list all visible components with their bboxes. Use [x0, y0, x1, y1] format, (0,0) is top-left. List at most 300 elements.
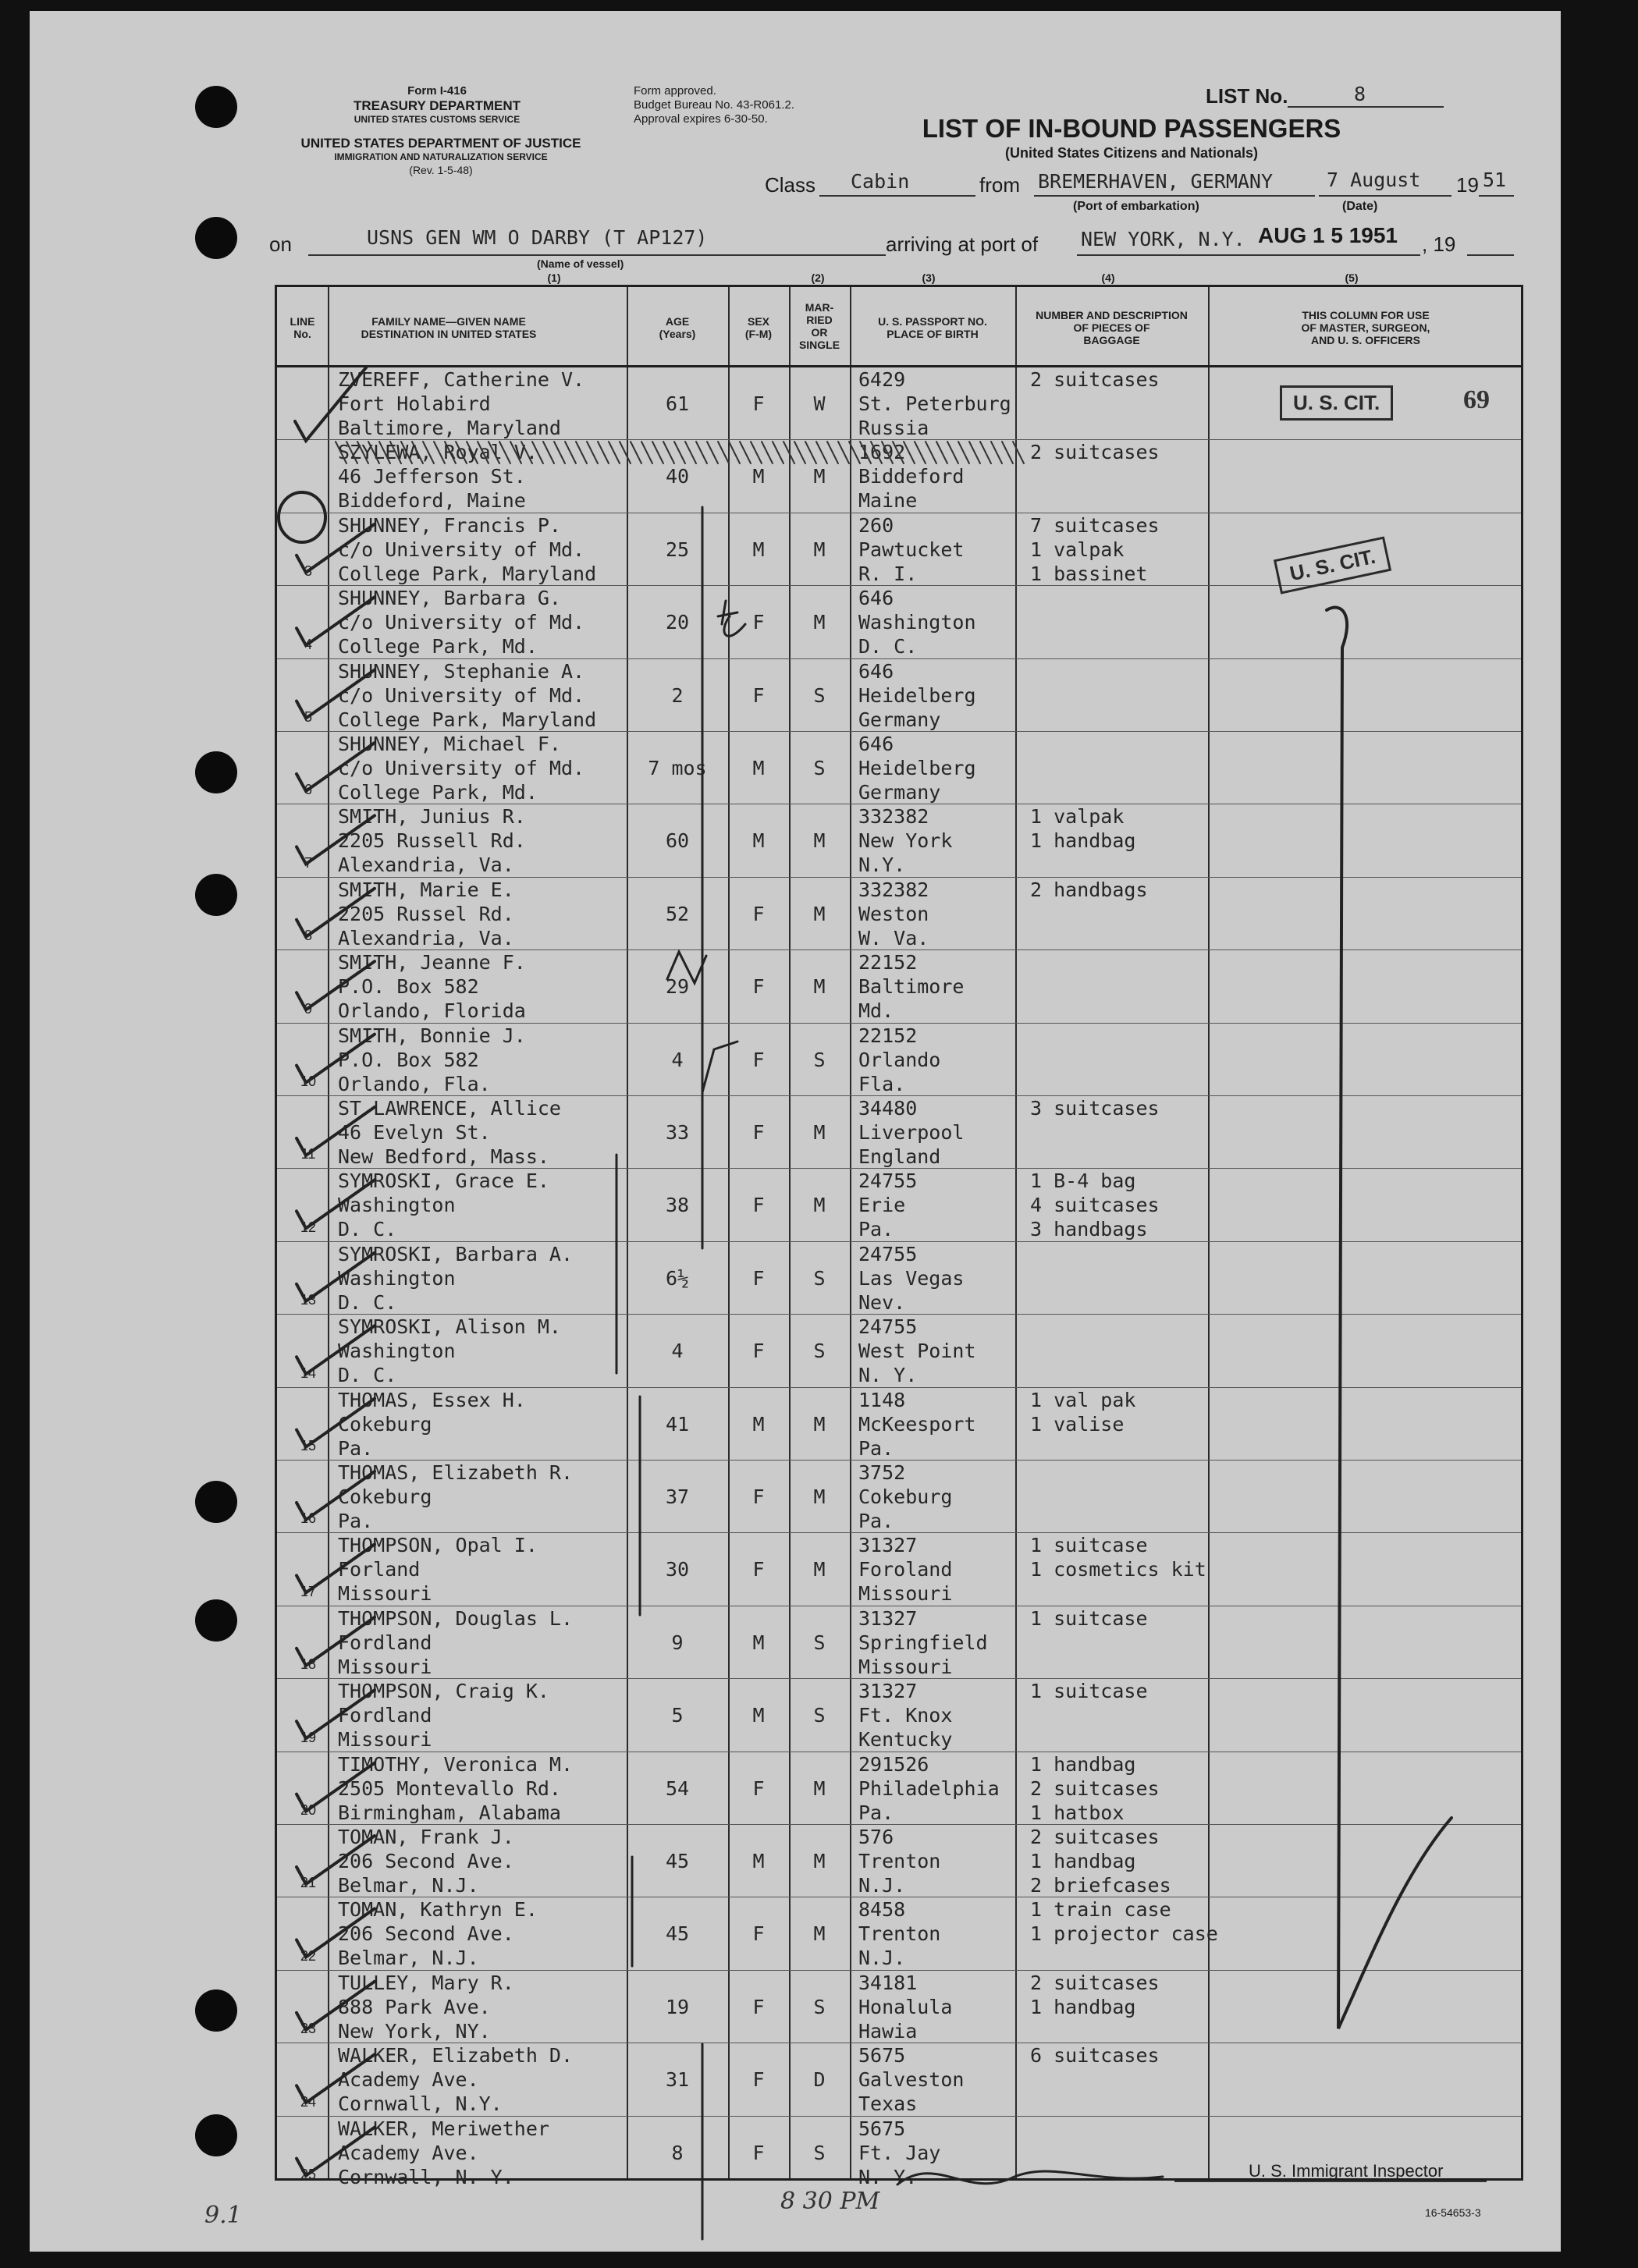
- cell-bag2: 1 valise: [1030, 1412, 1125, 1436]
- line-number: 17: [300, 1583, 317, 1599]
- cell-addr2: D. C.: [338, 1364, 397, 1387]
- cell-name: THOMPSON, Opal I.: [338, 1534, 538, 1557]
- cell-age: 37: [665, 1485, 690, 1508]
- line-number: 20: [300, 1801, 317, 1818]
- cell-pob1: Weston: [858, 902, 929, 925]
- cell-addr1: P.O. Box 582: [338, 1048, 479, 1071]
- cell-addr1: 46 Evelyn St.: [338, 1121, 491, 1144]
- cell-addr1: 2205 Russell Rd.: [338, 829, 526, 853]
- cell-name: SMITH, Bonnie J.: [338, 1024, 526, 1047]
- line-number: 6: [304, 782, 312, 798]
- cell-pp: 34480: [858, 1097, 918, 1120]
- cell-ms: M: [813, 1922, 826, 1946]
- cell-addr1: Cokeburg: [338, 1485, 432, 1508]
- customs-service: UNITED STATES CUSTOMS SERVICE: [354, 114, 521, 125]
- cell-pob1: West Point: [858, 1340, 976, 1363]
- cell-age: 5: [671, 1704, 684, 1727]
- cell-pp: 8458: [858, 1898, 906, 1922]
- cell-addr2: Missouri: [338, 1728, 432, 1752]
- list-no-value: 8: [1354, 83, 1366, 105]
- cell-addr2: Baltimore, Maryland: [338, 417, 561, 439]
- cell-bag1: 2 suitcases: [1030, 368, 1160, 391]
- cell-name: SHUNNEY, Michael F.: [338, 733, 561, 755]
- signature-time-note: 8 30 PM: [780, 2188, 880, 2215]
- table-row: [277, 1095, 1521, 1168]
- cell-sex: F: [752, 1922, 765, 1946]
- cell-ms: D: [813, 2068, 826, 2092]
- cell-ms: S: [813, 1048, 826, 1071]
- department-of-justice: UNITED STATES DEPARTMENT OF JUSTICE: [300, 136, 581, 151]
- table-row: [277, 1752, 1521, 1824]
- cell-name: THOMAS, Elizabeth R.: [338, 1461, 574, 1484]
- punch-hole: [195, 1989, 237, 2032]
- cell-pp: 34181: [858, 1971, 918, 1994]
- cell-pob2: Missouri: [858, 1582, 953, 1606]
- cell-sex: F: [752, 1266, 765, 1290]
- table-row: [277, 1241, 1521, 1314]
- punch-hole: [195, 1481, 237, 1523]
- table-row: [277, 1606, 1521, 1678]
- cell-sex: M: [752, 1704, 765, 1727]
- cell-addr2: Alexandria, Va.: [338, 854, 514, 877]
- line-number: 21: [300, 1875, 317, 1891]
- cell-pob1: Biddeford: [858, 465, 965, 488]
- cell-addr2: College Park, Maryland: [338, 562, 597, 585]
- cell-bag2: 2 suitcases: [1030, 1776, 1160, 1800]
- cell-name: SHUNNEY, Stephanie A.: [338, 659, 585, 683]
- class-value: Cabin: [851, 170, 910, 193]
- cell-addr2: College Park, Maryland: [338, 708, 597, 731]
- cell-pob2: Russia: [858, 417, 929, 439]
- cell-sex: M: [752, 829, 765, 853]
- approval-expires: Approval expires 6-30-50.: [634, 112, 768, 126]
- cell-addr1: Washington: [338, 1194, 456, 1217]
- cell-addr2: Cornwall, N. Y.: [338, 2165, 514, 2188]
- table-row: [277, 804, 1521, 876]
- cell-ms: M: [813, 1776, 826, 1800]
- col-num-4: (4): [1101, 272, 1115, 284]
- cell-name: SYMROSKI, Alison M.: [338, 1315, 561, 1339]
- cell-addr2: Pa.: [338, 1436, 374, 1460]
- cell-ms: M: [813, 538, 826, 561]
- cell-name: SMITH, Junius R.: [338, 805, 526, 829]
- cell-pob2: Missouri: [858, 1655, 953, 1678]
- cell-bag1: 1 handbag: [1030, 1752, 1136, 1776]
- cell-bag1: 7 suitcases: [1030, 513, 1160, 537]
- cell-name: SYMROSKI, Barbara A.: [338, 1242, 574, 1265]
- cell-pp: 646: [858, 587, 894, 610]
- cell-pob1: Heidelberg: [858, 683, 976, 707]
- cell-sex: F: [752, 1558, 765, 1581]
- table-row: [277, 1314, 1521, 1386]
- cell-bag1: 1 suitcase: [1030, 1534, 1148, 1557]
- cell-bag2: 1 handbag: [1030, 829, 1136, 853]
- line-number: 18: [300, 1656, 317, 1673]
- vessel-caption: (Name of vessel): [537, 257, 624, 270]
- cell-pp: 332382: [858, 805, 929, 829]
- cell-name: THOMPSON, Craig K.: [338, 1680, 549, 1703]
- table-row: [277, 1824, 1521, 1897]
- arriving-label: arriving at port of: [886, 232, 1039, 256]
- cell-ms: M: [813, 1194, 826, 1217]
- line-number: 3: [304, 563, 312, 580]
- cell-bag3: 3 handbags: [1030, 1218, 1148, 1241]
- cell-pob1: Honalula: [858, 1995, 953, 2018]
- cell-addr2: Orlando, Florida: [338, 999, 526, 1023]
- cell-ms: M: [813, 1412, 826, 1436]
- cell-age: 6½: [665, 1266, 690, 1290]
- cell-ms: M: [813, 611, 826, 634]
- cell-pob2: N. Y.: [858, 1364, 918, 1387]
- cell-pob2: Pa.: [858, 1218, 894, 1241]
- table-row: [277, 1387, 1521, 1460]
- cell-pp: 332382: [858, 878, 929, 901]
- cell-name: ST LAWRENCE, Allice: [338, 1097, 561, 1120]
- cell-addr2: Missouri: [338, 1655, 432, 1678]
- cell-pob1: Trenton: [858, 1922, 941, 1946]
- port-of-embarkation: BREMERHAVEN, GERMANY: [1038, 170, 1274, 193]
- cell-name: SHUNNEY, Barbara G.: [338, 587, 561, 610]
- cell-pob2: W. Va.: [858, 926, 929, 949]
- cell-ms: M: [813, 1558, 826, 1581]
- cell-bag2: 1 projector case: [1030, 1922, 1218, 1946]
- cell-bag1: 1 suitcase: [1030, 1680, 1148, 1703]
- cell-age: 25: [665, 538, 690, 561]
- cell-age: 61: [665, 392, 690, 415]
- table-row: [277, 1970, 1521, 2043]
- cell-age: 20: [665, 611, 690, 634]
- cell-ms: M: [813, 1485, 826, 1508]
- cell-addr1: Forland: [338, 1558, 421, 1581]
- cell-addr1: 206 Second Ave.: [338, 1850, 514, 1872]
- cell-sex: F: [752, 1485, 765, 1508]
- cell-bag1: 1 val pak: [1030, 1388, 1136, 1411]
- cell-pp: 5675: [858, 2044, 906, 2067]
- line-number: 15: [300, 1437, 317, 1453]
- cell-pob1: St. Peterburg: [858, 392, 1011, 415]
- cell-addr1: Fort Holabird: [338, 392, 491, 415]
- cell-pp: 1148: [858, 1388, 906, 1411]
- cell-age: 45: [665, 1922, 690, 1946]
- cell-addr1: Fordland: [338, 1631, 432, 1654]
- table-row: [277, 439, 1521, 512]
- cell-addr1: 2205 Russel Rd.: [338, 902, 514, 925]
- margin-note: 9.1: [204, 2202, 242, 2229]
- cell-pp: 31327: [858, 1680, 918, 1703]
- col-num-1: (1): [547, 272, 561, 284]
- cell-pob1: Orlando: [858, 1048, 941, 1071]
- punch-hole: [195, 2114, 237, 2156]
- cell-addr1: Fordland: [338, 1704, 432, 1727]
- cell-addr2: Belmar, N.J.: [338, 1874, 479, 1897]
- cell-age: 45: [665, 1850, 690, 1872]
- cell-bag1: 3 suitcases: [1030, 1097, 1160, 1120]
- cell-age: 4: [671, 1340, 684, 1363]
- date-caption: (Date): [1342, 200, 1378, 213]
- cell-pob2: Maine: [858, 489, 918, 513]
- line-number: 10: [300, 1073, 317, 1089]
- page-subtitle: (United States Citizens and Nationals): [1004, 145, 1259, 161]
- cell-pp: 646: [858, 733, 894, 755]
- cell-ms: M: [813, 829, 826, 853]
- cell-pp: 24755: [858, 1169, 918, 1193]
- cell-ms: S: [813, 1340, 826, 1363]
- cell-age: 30: [665, 1558, 690, 1581]
- cell-addr1: 2505 Montevallo Rd.: [338, 1776, 561, 1800]
- cell-addr1: Academy Ave.: [338, 2068, 479, 2092]
- cell-pob2: Texas: [858, 2092, 918, 2116]
- table-row: [277, 1678, 1521, 1751]
- arrival-port: NEW YORK, N.Y.: [1081, 228, 1245, 250]
- cell-ms: S: [813, 683, 826, 707]
- cell-pp: 24755: [858, 1315, 918, 1339]
- cell-pob2: Fla.: [858, 1072, 906, 1095]
- cell-sex: F: [752, 975, 765, 999]
- cell-sex: F: [752, 683, 765, 707]
- cell-pp: 22152: [858, 1024, 918, 1047]
- cell-addr2: New York, NY.: [338, 2019, 491, 2043]
- cell-ms: S: [813, 1995, 826, 2018]
- cell-sex: M: [752, 757, 765, 779]
- us-citizen-stamp: U. S. CIT.: [1274, 536, 1391, 594]
- line-number: 23: [300, 2021, 317, 2037]
- cell-age: 60: [665, 829, 690, 853]
- cell-age: 52: [665, 902, 690, 925]
- cell-age: 8: [671, 2141, 684, 2164]
- cell-ms: M: [813, 1850, 826, 1872]
- cell-bag1: 6 suitcases: [1030, 2044, 1160, 2067]
- cell-addr2: New Bedford, Mass.: [338, 1145, 549, 1168]
- page-count-stamp: 69: [1463, 385, 1490, 414]
- cell-bag1: 2 handbags: [1030, 878, 1148, 901]
- cell-sex: M: [752, 1631, 765, 1654]
- cell-pob2: R. I.: [858, 562, 918, 585]
- table-row: [277, 877, 1521, 949]
- cell-pob2: Nev.: [858, 1290, 906, 1314]
- ins-service: IMMIGRATION AND NATURALIZATION SERVICE: [334, 151, 548, 162]
- cell-addr1: c/o University of Md.: [338, 538, 585, 561]
- header-baggage: NUMBER AND DESCRIPTION OF PIECES OF BAGGAGE: [1036, 309, 1188, 346]
- cell-ms: S: [813, 1704, 826, 1727]
- cell-age: 41: [665, 1412, 690, 1436]
- cell-name: WALKER, Elizabeth D.: [338, 2044, 574, 2067]
- cell-pob2: D. C.: [858, 635, 918, 658]
- cell-pob1: McKeesport: [858, 1412, 976, 1436]
- cell-name: TULLEY, Mary R.: [338, 1971, 514, 1994]
- line-number: 9: [304, 1000, 312, 1017]
- table-row: [277, 1460, 1521, 1532]
- line-number: 16: [300, 1510, 317, 1527]
- cell-sex: F: [752, 1048, 765, 1071]
- cell-age: 2: [671, 683, 684, 707]
- cell-pob2: N.J.: [858, 1947, 906, 1970]
- cell-pob1: Philadelphia: [858, 1776, 1000, 1800]
- table-row: [277, 731, 1521, 804]
- table-row: [277, 658, 1521, 731]
- cell-age: 33: [665, 1121, 690, 1144]
- header-age: AGE (Years): [659, 315, 696, 340]
- cell-addr2: Alexandria, Va.: [338, 926, 514, 949]
- cell-addr2: Birmingham, Alabama: [338, 1801, 561, 1824]
- table-row: [277, 1023, 1521, 1095]
- cell-addr2: Biddeford, Maine: [338, 489, 526, 513]
- cell-bag2: 1 cosmetics kit: [1030, 1558, 1206, 1581]
- cell-pp: 3752: [858, 1461, 906, 1484]
- embarkation-date: 7 August: [1327, 169, 1421, 191]
- cell-pp: 31327: [858, 1534, 918, 1557]
- cell-ms: S: [813, 1631, 826, 1654]
- line-number: 5: [304, 708, 312, 725]
- header-passport: U. S. PASSPORT NO. PLACE OF BIRTH: [878, 315, 987, 340]
- line-number: 13: [300, 1292, 317, 1308]
- cell-sex: F: [752, 1340, 765, 1363]
- cell-addr2: Belmar, N.J.: [338, 1947, 479, 1970]
- cell-name: SZYLEWA, Royal V.: [338, 441, 538, 464]
- cell-pob2: N. Y.: [858, 2165, 918, 2188]
- cell-addr1: c/o University of Md.: [338, 611, 585, 634]
- cell-bag3: 2 briefcases: [1030, 1874, 1171, 1897]
- cell-age: 29: [665, 975, 690, 999]
- page-title: LIST OF IN-BOUND PASSENGERS: [922, 114, 1341, 143]
- cell-pob1: Ft. Knox: [858, 1704, 953, 1727]
- cell-pob1: Pawtucket: [858, 538, 965, 561]
- cell-bag1: 1 suitcase: [1030, 1606, 1148, 1630]
- punch-hole: [195, 874, 237, 916]
- header-line-no: LINE No.: [290, 315, 315, 340]
- cell-name: THOMPSON, Douglas L.: [338, 1606, 574, 1630]
- line-number: 25: [300, 2166, 317, 2182]
- cell-sex: F: [752, 392, 765, 415]
- table-row: [277, 949, 1521, 1022]
- cell-bag1: 1 B-4 bag: [1030, 1169, 1136, 1193]
- cell-pp: 260: [858, 513, 894, 537]
- cell-pob2: Pa.: [858, 1436, 894, 1460]
- cell-pob2: Pa.: [858, 1510, 894, 1532]
- header-name: FAMILY NAME—GIVEN NAME DESTINATION IN UNITED STATES: [361, 315, 537, 340]
- cell-pob2: Germany: [858, 781, 941, 804]
- cell-pob2: Md.: [858, 999, 894, 1023]
- line-number: 24: [300, 2093, 317, 2110]
- line-number: 22: [300, 1947, 317, 1964]
- cell-pob1: Springfield: [858, 1631, 988, 1654]
- cell-addr1: Washington: [338, 1340, 456, 1363]
- table-row: [277, 1532, 1521, 1605]
- line-number: 19: [300, 1729, 317, 1745]
- cell-age: 54: [665, 1776, 690, 1800]
- cell-pob2: N.J.: [858, 1874, 906, 1897]
- cell-pob2: Hawia: [858, 2019, 918, 2043]
- cell-addr1: Academy Ave.: [338, 2141, 479, 2164]
- cell-ms: M: [813, 975, 826, 999]
- col-num-2: (2): [811, 272, 825, 284]
- cell-addr2: College Park, Md.: [338, 781, 538, 804]
- cell-pob1: Erie: [858, 1194, 906, 1217]
- list-no-label: LIST No.: [1206, 84, 1288, 108]
- cell-bag2: 4 suitcases: [1030, 1194, 1160, 1217]
- cell-pob1: Foroland: [858, 1558, 953, 1581]
- col-num-3: (3): [922, 272, 936, 284]
- cell-pob1: Washington: [858, 611, 976, 634]
- cell-age: 31: [665, 2068, 690, 2092]
- treasury-department: TREASURY DEPARTMENT: [353, 98, 521, 113]
- cell-age: 7 mos: [648, 757, 707, 779]
- cell-sex: F: [752, 2141, 765, 2164]
- cell-bag1: 2 suitcases: [1030, 1826, 1160, 1848]
- line-number: 7: [304, 854, 312, 871]
- cell-pob1: Las Vegas: [858, 1266, 965, 1290]
- cell-pp: 31327: [858, 1606, 918, 1630]
- vessel-name: USNS GEN WM O DARBY (T AP127): [367, 226, 708, 249]
- cell-bag3: 1 hatbox: [1030, 1801, 1125, 1824]
- cell-age: 40: [665, 465, 690, 488]
- line-number: 11: [300, 1146, 316, 1162]
- cell-sex: F: [752, 2068, 765, 2092]
- cell-ms: M: [813, 465, 826, 488]
- cell-pob2: England: [858, 1145, 941, 1168]
- cell-addr2: D. C.: [338, 1290, 397, 1314]
- cell-ms: S: [813, 1266, 826, 1290]
- cell-ms: W: [813, 392, 826, 415]
- cell-bag1: 2 suitcases: [1030, 441, 1160, 464]
- line-number: 14: [300, 1365, 317, 1381]
- cell-addr1: 206 Second Ave.: [338, 1922, 514, 1946]
- cell-bag1: 2 suitcases: [1030, 1971, 1160, 1994]
- cell-sex: F: [752, 1121, 765, 1144]
- cell-sex: F: [752, 902, 765, 925]
- cell-name: ZVEREFF, Catherine V.: [338, 368, 585, 391]
- cell-sex: M: [752, 1412, 765, 1436]
- cell-pob2: Germany: [858, 708, 941, 731]
- cell-age: 19: [665, 1995, 690, 2018]
- cell-pp: 24755: [858, 1242, 918, 1265]
- col-num-5: (5): [1345, 272, 1359, 284]
- header-married: MAR- RIED OR SINGLE: [798, 301, 840, 351]
- inspector-caption: U. S. Immigrant Inspector: [1249, 2161, 1444, 2181]
- cell-pob1: Cokeburg: [858, 1485, 953, 1508]
- line-number: 12: [300, 1219, 317, 1235]
- cell-pp: 22152: [858, 951, 918, 974]
- budget-bureau: Budget Bureau No. 43-R061.2.: [634, 98, 794, 112]
- cell-pob1: Trenton: [858, 1850, 941, 1872]
- cell-pob1: Baltimore: [858, 975, 965, 999]
- arrival-year-prefix: , 19: [1422, 232, 1456, 256]
- port-caption: (Port of embarkation): [1073, 200, 1199, 213]
- cell-bag3: 1 bassinet: [1030, 562, 1148, 585]
- arrival-stamp: AUG 1 5 1951: [1258, 223, 1398, 247]
- cell-age: 9: [671, 1631, 684, 1654]
- cell-name: THOMAS, Essex H.: [338, 1388, 526, 1411]
- header-remarks: THIS COLUMN FOR USE OF MASTER, SURGEON, AND U. S. OFFICERS: [1301, 309, 1430, 346]
- us-citizen-stamp: U. S. CIT.: [1280, 385, 1393, 421]
- cell-addr2: D. C.: [338, 1218, 397, 1241]
- cell-sex: F: [752, 611, 765, 634]
- cell-sex: F: [752, 1995, 765, 2018]
- cell-name: TOMAN, Kathryn E.: [338, 1898, 538, 1922]
- cell-age: 38: [665, 1194, 690, 1217]
- cell-pob1: Ft. Jay: [858, 2141, 941, 2164]
- cell-pp: 576: [858, 1826, 894, 1848]
- from-label: from: [979, 173, 1020, 197]
- table-row: [277, 1897, 1521, 1969]
- cell-age: 4: [671, 1048, 684, 1071]
- on-label: on: [269, 232, 292, 256]
- revision: (Rev. 1-5-48): [409, 164, 473, 176]
- table-row: [277, 585, 1521, 658]
- cell-pp: 6429: [858, 368, 906, 391]
- cell-sex: M: [752, 1850, 765, 1872]
- table-row: [277, 2043, 1521, 2115]
- cell-bag2: 1 valpak: [1030, 538, 1125, 561]
